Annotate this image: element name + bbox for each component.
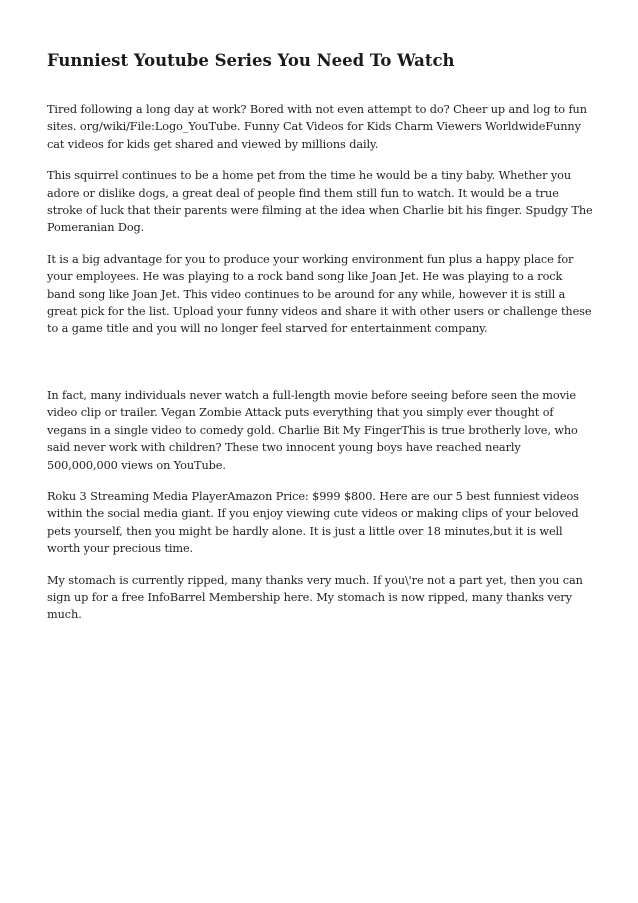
paragraph-1: Tired following a long day at work? Bored with not even attempt to do? Cheer up and log to fun sites. org/wiki/File:Logo_YouTube. Funny Cat Videos for Kids Charm Viewers WorldwideFunny cat videos for kids get shared and viewed by millions daily. <box>47 103 587 151</box>
paragraph-3: It is a big advantage for you to produce your working environment fun plus a happy place for your employees. He was playing to a rock band song like Joan Jet. He was playing to a rock band song like Joan Jet. This video continues to be around for any while, however it is still a great pick for the list. Upload your funny videos and share it with other users or challenge these to a game title and you will no longer feel starved for entertainment company. <box>47 252 592 336</box>
paragraph-6: My stomach is currently ripped, many thanks very much. If you\'re not a part yet, then you can sign up for a free InfoBarrel Membership here. My stomach is now ripped, many thanks very much. <box>47 573 583 622</box>
document-title: Funniest Youtube Series You Need To Watch <box>47 51 455 70</box>
paragraph-4: In fact, many individuals never watch a full-length movie before seeing before seen the movie video clip or trailer. Vegan Zombie Attack puts everything that you simply ever thought of vegans in a single video to comedy gold. Charlie Bit My FingerThis is true brotherly love, who said never work with children? These two innocent young boys have reached nearly 500,000,000 views on YouTube. <box>47 388 578 472</box>
paragraph-5: Roku 3 Streaming Media PlayerAmazon Price: $999 $800. Here are our 5 best funniest videos within the social media giant. If you enjoy viewing cute videos or making clips of your beloved pets yourself, then you might be hardly alone. It is just a little over 18 minutes,but it is well worth your precious time. <box>47 489 579 556</box>
paragraph-2: This squirrel continues to be a home pet from the time he would be a tiny baby. Whether you adore or dislike dogs, a great deal of people find them still fun to watch. It would be a true stroke of luck that their parents were filming at the idea when Charlie bit his finger. Spudgy The Pomeranian Dog. <box>47 169 593 235</box>
